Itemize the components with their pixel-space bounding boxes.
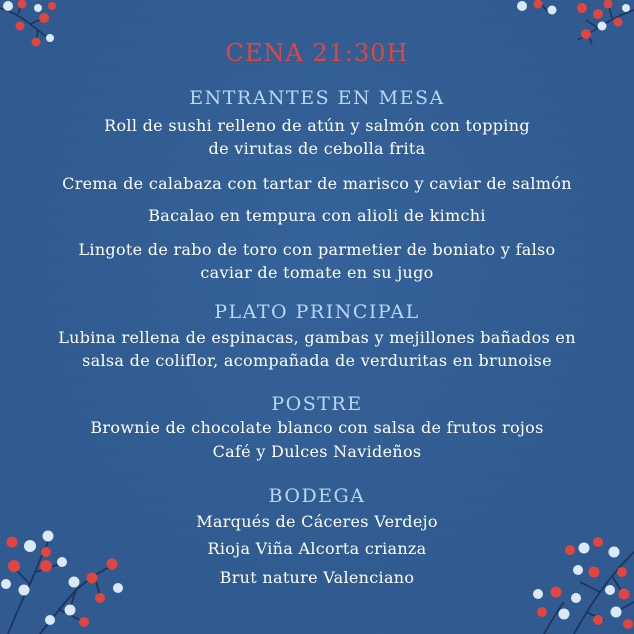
- berry-branch-icon: [0, 0, 70, 50]
- menu-item-sushi-roll: [20, 114, 614, 160]
- menu-item-brut: Brut nature Valenciano: [219, 568, 415, 587]
- menu-item-cafe: Café y Dulces Navideños: [212, 442, 422, 461]
- menu-item-line: de virutas de cebolla frita: [208, 139, 426, 158]
- menu-item-brownie: Brownie de chocolate blanco con salsa de frutos rojos: [90, 418, 544, 437]
- menu-item-line: salsa de coliflor, acompañada de verduritas en brunoise: [82, 351, 552, 370]
- berry-branch-icon: [524, 532, 634, 634]
- section-heading-bodega: BODEGA: [268, 485, 366, 507]
- berry-branch-icon: [0, 524, 130, 634]
- menu-item-crema-calabaza: Crema de calabaza con tartar de marisco y caviar de salmón: [62, 174, 572, 193]
- section-heading-entrantes: ENTRANTES EN MESA: [189, 87, 445, 109]
- menu-item-line: Roll de sushi relleno de atún y salmón con topping: [104, 116, 530, 135]
- menu-item-line: Lubina rellena de espinacas, gambas y mejillones bañados en: [58, 328, 576, 347]
- menu-item-bacalao: Bacalao en tempura con alioli de kimchi: [148, 206, 486, 225]
- menu-item-lingote: [20, 238, 614, 284]
- menu-item-rioja: Rioja Viña Alcorta crianza: [207, 539, 427, 558]
- menu-item-lubina: [20, 326, 614, 372]
- berry-branch-icon: [508, 0, 634, 50]
- menu-item-line: Lingote de rabo de toro con parmetier de boniato y falso: [78, 240, 556, 259]
- menu-title: CENA 21:30H: [225, 39, 409, 67]
- section-heading-postre: POSTRE: [271, 393, 363, 415]
- section-heading-principal: PLATO PRINCIPAL: [214, 301, 420, 323]
- menu-item-verdejo: Marqués de Cáceres Verdejo: [196, 512, 438, 531]
- menu-item-line: caviar de tomate en su jugo: [200, 263, 434, 282]
